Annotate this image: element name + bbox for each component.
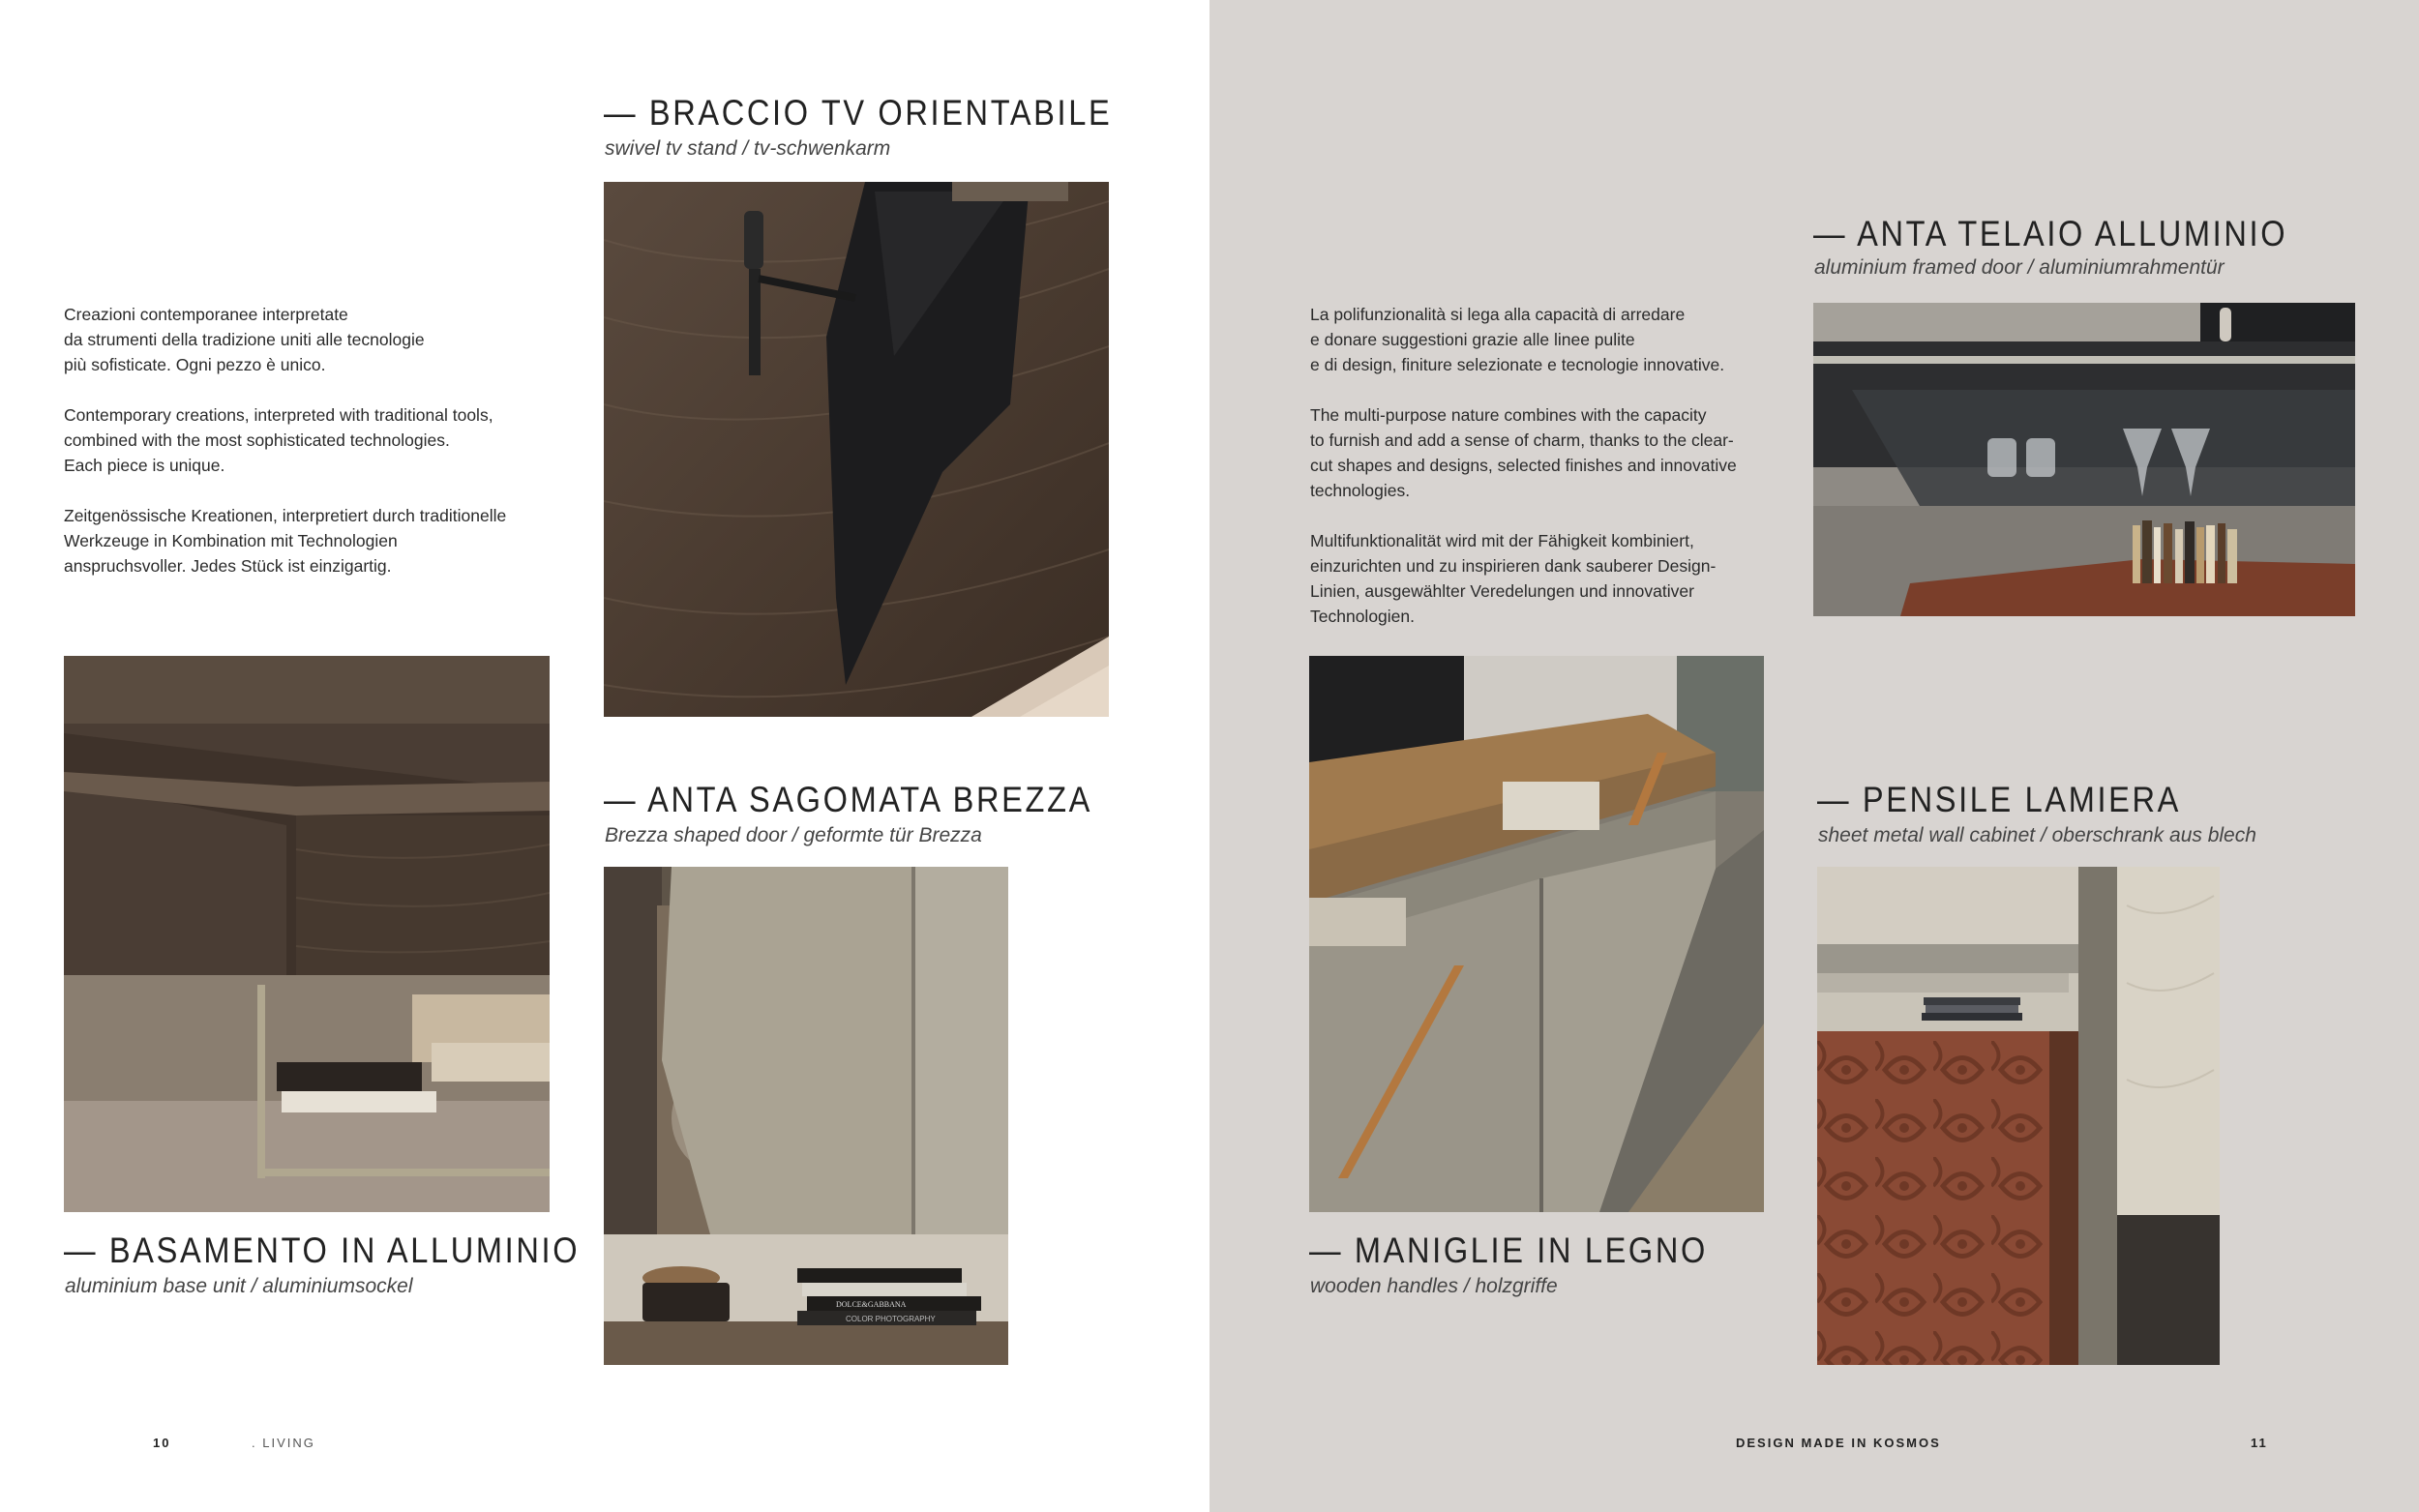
braccio-subtitle: swivel tv stand / tv-schwenkarm <box>605 137 891 160</box>
pensile-photo <box>1817 867 2220 1365</box>
anta-sagomata-photo <box>604 867 1008 1365</box>
basamento-title: — BASAMENTO IN ALLUMINIO <box>64 1230 581 1270</box>
pensile-subtitle: sheet metal wall cabinet / oberschrank aus blech <box>1818 824 2256 846</box>
intro-german: Zeitgenössische Kreationen, interpretiert durch traditionelle Werkzeuge in Kombination mit Technologien anspruchsvoller. Jedes Stück ist einzigartig. <box>64 506 507 576</box>
maniglie-title: — MANIGLIE IN LEGNO <box>1309 1230 1709 1270</box>
maniglie-photo <box>1309 656 1764 1212</box>
intro-italian: Creazioni contemporanee interpretate da strumenti della tradizione uniti alle tecnologie più sofisticate. Ogni pezzo è unico. <box>64 305 425 374</box>
braccio-photo <box>604 182 1109 717</box>
left-intro-text <box>64 302 567 578</box>
right-intro-english: The multi-purpose nature combines with the capacity to furnish and add a sense of charm, thanks to the clear- cut shapes and designs, selected finishes and innovative technologies. <box>1310 405 1737 500</box>
maniglie-subtitle: wooden handles / holzgriffe <box>1310 1275 1558 1297</box>
right-intro-text <box>1310 302 1794 629</box>
brand-label: DESIGN MADE IN KOSMOS <box>1736 1436 1941 1450</box>
anta-telaio-title: — ANTA TELAIO ALLUMINIO <box>1813 214 2288 253</box>
basamento-photo <box>64 656 550 1212</box>
right-intro-german: Multifunktionalität wird mit der Fähigkeit kombiniert, einzurichten und zu inspirieren dank sauberer Design- Linien, ausgewählter Veredelungen und innovativer Technologien. <box>1310 531 1717 626</box>
anta-telaio-photo <box>1813 303 2355 616</box>
anta-sagomata-title: — ANTA SAGOMATA BREZZA <box>604 780 1092 819</box>
right-page <box>1210 0 2419 1512</box>
anta-telaio-subtitle: aluminium framed door / aluminiumrahmentür <box>1814 256 2225 279</box>
left-page-number: 10 <box>153 1436 171 1450</box>
right-page-number: 11 <box>2251 1436 2268 1450</box>
pensile-title: — PENSILE LAMIERA <box>1817 780 2182 819</box>
anta-sagomata-subtitle: Brezza shaped door / geformte tür Brezza <box>605 824 982 846</box>
left-section-label: . LIVING <box>252 1436 315 1450</box>
basamento-subtitle: aluminium base unit / aluminiumsockel <box>65 1275 413 1297</box>
book-spine-1: DOLCE&GABBANA <box>836 1300 907 1309</box>
book-spine-2: COLOR PHOTOGRAPHY <box>846 1315 936 1323</box>
intro-english: Contemporary creations, interpreted with traditional tools, combined with the most sophisticated technologies. Each piece is unique. <box>64 405 493 475</box>
right-intro-italian: La polifunzionalità si lega alla capacità di arredare e donare suggestioni grazie alle linee pulite e di design, finiture selezionate e tecnologie innovative. <box>1310 305 1725 374</box>
braccio-title: — BRACCIO TV ORIENTABILE <box>604 93 1113 133</box>
